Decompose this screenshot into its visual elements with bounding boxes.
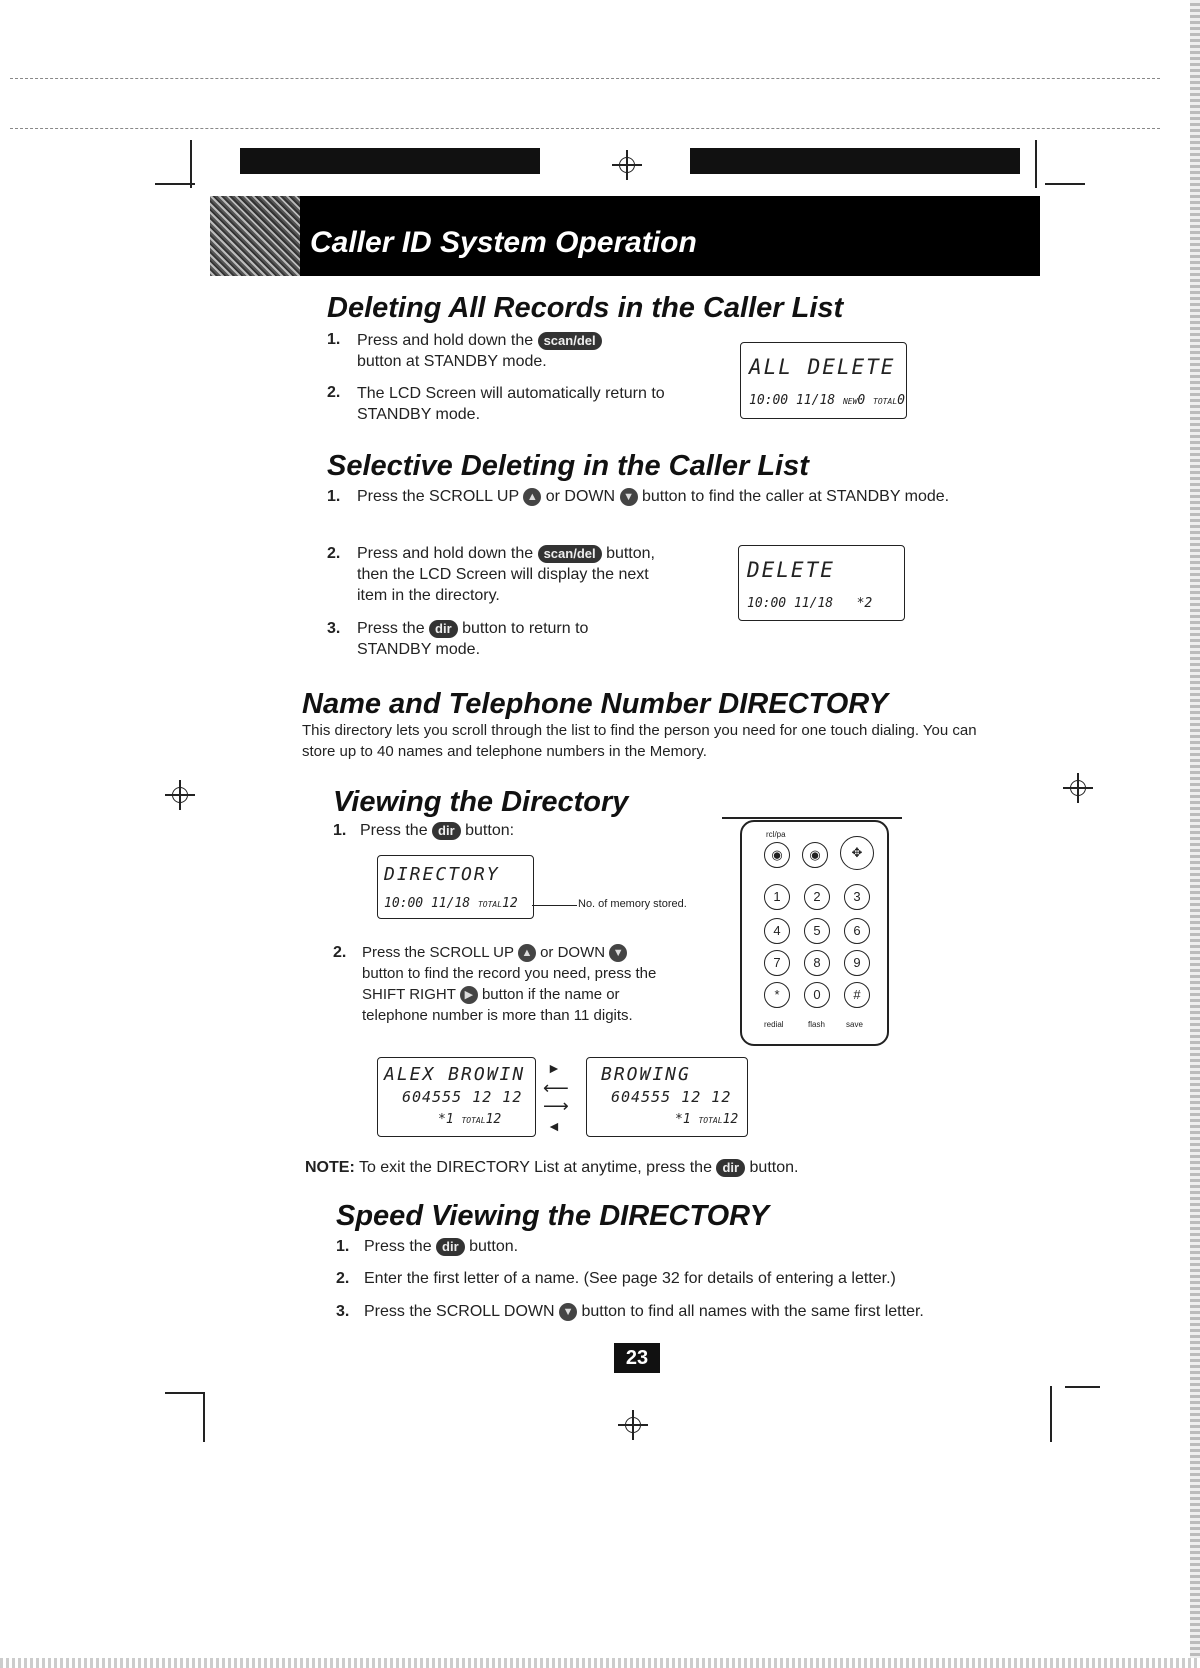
arrow-left-small-icon: ◄	[547, 1118, 561, 1134]
key-1[interactable]: 1	[764, 884, 790, 910]
key-9[interactable]: 9	[844, 950, 870, 976]
selective-step-3: Press the dir button to return to STANDBY mode.	[357, 620, 589, 658]
dir-button[interactable]: dir	[716, 1159, 745, 1177]
shift-right-icon[interactable]: ▶	[460, 986, 478, 1004]
registration-crosshair-icon	[618, 1410, 648, 1440]
speed-step-3: Press the SCROLL DOWN ▼ button to find all names with the same first letter.	[364, 1303, 924, 1320]
redial-label: redial	[764, 1020, 784, 1029]
scroll-up-icon[interactable]: ▲	[518, 944, 536, 962]
rcl-label: rcl/pa	[766, 830, 786, 839]
crop-mark	[1035, 140, 1037, 188]
divider	[10, 128, 1160, 129]
registration-crosshair-icon	[165, 780, 195, 810]
section-heading-directory: Name and Telephone Number DIRECTORY	[302, 688, 889, 720]
selective-step-1: Press the SCROLL UP ▲ or DOWN ▼ button to find the caller at STANDBY mode.	[357, 488, 950, 505]
callout-line	[532, 905, 577, 906]
lcd-directory: DIRECTORY 10:00 11/18 TOTAL12	[377, 855, 534, 919]
scroll-down-icon[interactable]: ▼	[559, 1303, 577, 1321]
remote-edge-line	[722, 817, 902, 819]
registration-band-right	[690, 148, 1020, 174]
arrow-left-icon: ⟵	[543, 1078, 569, 1098]
lcd-record-name: ALEX BROWIN 604555 12 12 *1 TOTAL12	[377, 1057, 536, 1137]
crop-mark	[155, 183, 195, 185]
scroll-pad-icon[interactable]: ✥	[840, 836, 874, 870]
viewing-step-2: Press the SCROLL UP ▲ or DOWN ▼ button to find the record you need, press the SHIFT RIGHT ▶ button if the name or telephone number is more than 11 digits.	[362, 944, 657, 1024]
registration-crosshair-icon	[1063, 773, 1093, 803]
key-4[interactable]: 4	[764, 918, 790, 944]
step-number: 1.	[333, 822, 347, 839]
divider	[10, 78, 1160, 79]
crop-mark	[1045, 183, 1085, 185]
scan-edge	[1190, 0, 1200, 1668]
step-number: 1.	[327, 331, 341, 348]
rcl-key[interactable]: ◉	[764, 842, 790, 868]
crop-mark	[1065, 1386, 1100, 1388]
scroll-down-icon[interactable]: ▼	[620, 488, 638, 506]
crop-mark	[203, 1392, 205, 1442]
header-pattern	[210, 196, 300, 276]
page-title: Caller ID System Operation	[310, 226, 697, 259]
step-number: 1.	[336, 1238, 350, 1255]
step-number: 2.	[327, 384, 341, 401]
key-7[interactable]: 7	[764, 950, 790, 976]
section-heading-viewing: Viewing the Directory	[333, 786, 629, 818]
mute-key[interactable]: ◉	[802, 842, 828, 868]
handset-keypad	[740, 820, 889, 1046]
key-0[interactable]: 0	[804, 982, 830, 1008]
key-5[interactable]: 5	[804, 918, 830, 944]
scroll-down-icon[interactable]: ▼	[609, 944, 627, 962]
step-number: 2.	[333, 944, 347, 961]
crop-mark	[190, 140, 192, 188]
save-label: save	[846, 1020, 863, 1029]
lcd-record-shifted: BROWING 604555 12 12 *1 TOTAL12	[586, 1057, 748, 1137]
scan-del-button[interactable]: scan/del	[538, 332, 602, 350]
dir-button[interactable]: dir	[436, 1238, 465, 1256]
flash-label: flash	[808, 1020, 825, 1029]
dir-button[interactable]: dir	[429, 620, 458, 638]
crop-mark	[1050, 1386, 1052, 1442]
registration-band-left	[240, 148, 540, 174]
section-heading-delete-all: Deleting All Records in the Caller List	[327, 292, 844, 324]
selective-step-2: Press and hold down the scan/del button, then the LCD Screen will display the next item in the directory.	[357, 545, 655, 604]
scan-bottom-edge	[0, 1658, 1200, 1668]
key-6[interactable]: 6	[844, 918, 870, 944]
step-number: 2.	[336, 1270, 350, 1287]
key-3[interactable]: 3	[844, 884, 870, 910]
viewing-step-1: Press the dir button:	[360, 822, 515, 839]
note: NOTE: To exit the DIRECTORY List at anytime, press the dir button.	[305, 1159, 799, 1176]
scan-del-button[interactable]: scan/del	[538, 545, 602, 563]
step-number: 1.	[327, 488, 341, 505]
step-number: 3.	[327, 620, 341, 637]
dir-button[interactable]: dir	[432, 822, 461, 840]
speed-step-1: Press the dir button.	[364, 1238, 519, 1255]
arrow-right-icon: ►	[547, 1060, 561, 1076]
directory-intro: This directory lets you scroll through the list to find the person you need for one touch dialing. You can store up to 40 names and telephone numbers in the Memory.	[302, 722, 977, 760]
lcd-all-delete: ALL DELETE 10:00 11/18 NEW0 TOTAL0	[740, 342, 907, 419]
section-heading-speed-viewing: Speed Viewing the DIRECTORY	[336, 1200, 769, 1232]
key-star[interactable]: *	[764, 982, 790, 1008]
delete-all-step-1: Press and hold down the scan/del button at STANDBY mode.	[357, 330, 687, 372]
section-heading-selective-delete: Selective Deleting in the Caller List	[327, 450, 809, 482]
key-8[interactable]: 8	[804, 950, 830, 976]
step-number: 3.	[336, 1303, 350, 1320]
page-number: 23	[614, 1343, 660, 1373]
delete-all-step-2: The LCD Screen will automatically return to STANDBY mode.	[357, 385, 665, 423]
registration-crosshair-icon	[612, 150, 642, 180]
memory-callout: No. of memory stored.	[578, 898, 687, 910]
lcd-delete: DELETE 10:00 11/18 *2	[738, 545, 905, 621]
step-number: 2.	[327, 545, 341, 562]
key-2[interactable]: 2	[804, 884, 830, 910]
crop-mark	[165, 1392, 205, 1394]
arrow-right-long-icon: ⟶	[543, 1096, 569, 1116]
speed-step-2: Enter the first letter of a name. (See page 32 for details of entering a letter.)	[364, 1270, 896, 1287]
key-hash[interactable]: #	[844, 982, 870, 1008]
scroll-up-icon[interactable]: ▲	[523, 488, 541, 506]
